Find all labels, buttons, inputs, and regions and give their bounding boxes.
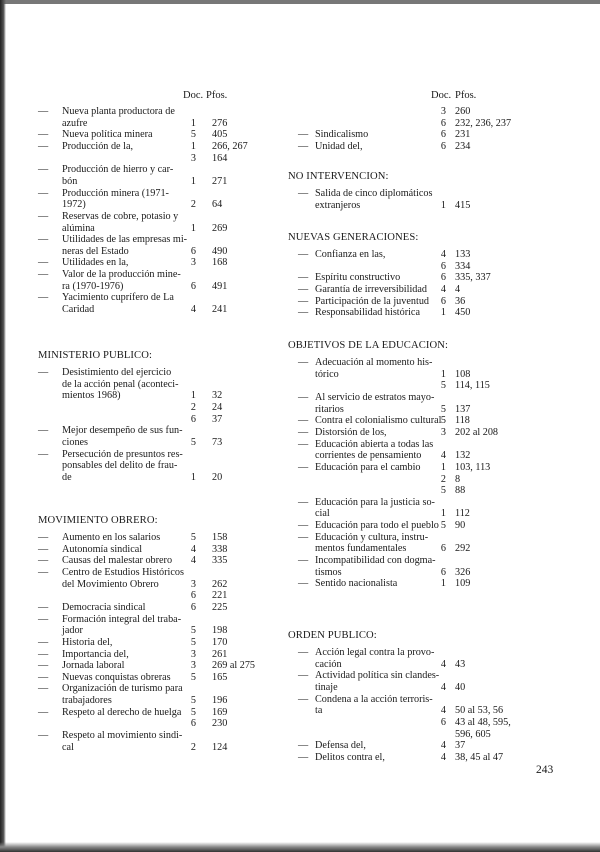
entry-dash: — — [38, 292, 49, 304]
doc-column-header: Doc. — [183, 90, 204, 101]
entry-doc-number: 1 — [440, 199, 446, 211]
entry-text: Espíritu constructivo — [315, 272, 401, 284]
entry-dash: — — [298, 693, 309, 705]
entry-doc-number: 4 — [440, 450, 446, 462]
entry-dash: — — [298, 283, 309, 295]
entry-dash: — — [38, 210, 49, 222]
entry-dash: — — [298, 531, 309, 543]
entry-doc-number: 6 — [190, 245, 196, 257]
entry-text: extranjeros — [315, 199, 361, 211]
entry-paragraphs: 20 — [212, 471, 223, 483]
entry-paragraphs: 36 — [455, 295, 466, 307]
scan-bottom-edge — [0, 842, 600, 852]
entry-text: Adecuación al momento his- — [315, 357, 433, 368]
entry-doc-number: 3 — [190, 257, 196, 269]
entry-dash: — — [38, 660, 49, 672]
entry-text: cación — [315, 658, 342, 670]
entry-paragraphs: 43 — [455, 658, 466, 670]
entry-doc-number: 6 — [190, 590, 196, 602]
entry-text: Producción de hierro y car- — [62, 164, 174, 176]
entry-text: Nueva política minera — [62, 129, 153, 141]
entry-paragraphs: 326 — [455, 566, 471, 578]
entry-doc-number: 5 — [190, 625, 196, 637]
entry-text: Educación abierta a todas las — [315, 438, 434, 450]
entry-dash: — — [298, 391, 309, 403]
section-heading: OBJETIVOS DE LA EDUCACION: — [288, 340, 449, 351]
doc-column-header: Doc. — [431, 90, 452, 101]
entry-doc-number: 3 — [190, 660, 196, 672]
entry-doc-number: 3 — [190, 578, 196, 590]
entry-paragraphs: 491 — [212, 280, 228, 292]
page-number: 243 — [536, 764, 554, 776]
entry-doc-number: 2 — [440, 473, 446, 485]
entry-dash: — — [298, 188, 309, 199]
entry-paragraphs: 450 — [455, 307, 471, 319]
entry-doc-number: 1 — [190, 175, 196, 187]
entry-doc-number: 5 — [190, 695, 196, 707]
scan-left-edge — [0, 0, 6, 852]
entry-paragraphs: 64 — [212, 199, 223, 211]
entry-dash: — — [38, 269, 49, 281]
entry-paragraphs: 276 — [212, 117, 228, 129]
entry-text: Educación para todo el pueblo — [315, 520, 439, 532]
entry-dash: — — [38, 555, 49, 567]
entry-dash: — — [38, 671, 49, 683]
entry-text: jador — [62, 625, 83, 637]
entry-doc-number: 1 — [440, 508, 446, 520]
entry-doc-number: 2 — [190, 199, 196, 211]
entry-text: del Movimiento Obrero — [62, 578, 159, 590]
entry-paragraphs: 231 — [455, 129, 471, 141]
entry-text: Respeto al derecho de huelga — [62, 706, 182, 718]
entry-paragraphs: 271 — [212, 175, 228, 187]
entry-paragraphs: 490 — [212, 245, 228, 257]
entry-dash: — — [38, 683, 49, 695]
entry-paragraphs: 335, 337 — [455, 272, 491, 284]
entry-dash: — — [38, 448, 49, 460]
entry-text: Democracia sindical — [62, 601, 146, 613]
entry-paragraphs: 118 — [455, 415, 470, 427]
entry-text: Mejor desempeño de sus fun- — [62, 425, 183, 437]
pfos-column-header: Pfos. — [455, 90, 477, 101]
entry-text: Garantía de irreversibilidad — [315, 283, 428, 295]
entry-doc-number: 6 — [190, 280, 196, 292]
entry-paragraphs: 202 al 208 — [455, 426, 499, 438]
entry-paragraphs: 269 — [212, 222, 228, 234]
entry-dash: — — [38, 532, 49, 543]
entry-dash: — — [38, 613, 49, 625]
entry-text: de — [62, 471, 72, 483]
entry-text: de la acción penal (aconteci- — [62, 378, 179, 390]
entry-text: Contra el colonialismo cultural — [315, 415, 442, 427]
entry-doc-number: 4 — [440, 283, 446, 295]
entry-text: ponsables del delito de frau- — [62, 460, 178, 472]
entry-text: Autonomía sindical — [62, 543, 143, 555]
entry-doc-number: 6 — [440, 117, 446, 129]
entry-text: Distorsión de los, — [315, 426, 387, 438]
entry-text: Al servicio de estratos mayo- — [315, 391, 435, 403]
section-heading: MINISTERIO PUBLICO: — [38, 350, 153, 361]
entry-paragraphs: 262 — [212, 578, 228, 590]
entry-text: Participación de la juventud — [315, 295, 430, 307]
entry-dash: — — [38, 730, 49, 742]
entry-paragraphs: 108 — [455, 368, 471, 380]
entry-paragraphs: 137 — [455, 403, 471, 415]
entry-doc-number: 5 — [440, 403, 446, 415]
entry-paragraphs: 241 — [212, 304, 228, 316]
entry-doc-number: 6 — [440, 140, 446, 152]
entry-dash: — — [298, 520, 309, 532]
entry-text: Acción legal contra la provo- — [315, 647, 435, 658]
entry-text: Formación integral del traba- — [62, 613, 182, 625]
entry-text: Actividad política sin clandes- — [315, 670, 440, 682]
entry-text: azufre — [62, 117, 88, 129]
entry-doc-number: 4 — [440, 249, 446, 260]
entry-paragraphs: 230 — [212, 718, 228, 730]
entry-paragraphs: 292 — [455, 543, 471, 555]
entry-paragraphs: 112 — [455, 508, 470, 520]
entry-doc-number: 6 — [440, 543, 446, 555]
entry-doc-number: 4 — [440, 658, 446, 670]
entry-paragraphs: 158 — [212, 532, 228, 543]
entry-text: mentos fundamentales — [315, 543, 407, 555]
entry-text: cal — [62, 741, 74, 753]
entry-text: Delitos contra el, — [315, 751, 385, 763]
entry-text: Incompatibilidad con dogma- — [315, 555, 436, 567]
entry-dash: — — [298, 578, 309, 590]
entry-text: Producción minera (1971- — [62, 187, 169, 199]
entry-doc-number: 5 — [440, 520, 446, 532]
entry-doc-number: 5 — [440, 415, 446, 427]
entry-doc-number: 1 — [190, 140, 196, 152]
entry-text: tórico — [315, 368, 339, 380]
entry-doc-number: 1 — [440, 368, 446, 380]
entry-doc-number: 4 — [190, 304, 196, 316]
entry-text: neras del Estado — [62, 245, 129, 257]
entry-text: Educación para la justicia so- — [315, 496, 435, 508]
entry-doc-number: 5 — [190, 671, 196, 683]
entry-doc-number: 1 — [440, 578, 446, 590]
entry-doc-number: 6 — [440, 566, 446, 578]
entry-text: Confianza en las, — [315, 249, 386, 260]
entry-dash: — — [38, 566, 49, 578]
entry-text: Jornada laboral — [62, 660, 125, 672]
entry-dash: — — [38, 234, 49, 246]
entry-paragraphs: 50 al 53, 56 — [455, 705, 504, 717]
entry-paragraphs: 32 — [212, 390, 223, 402]
entry-dash: — — [298, 751, 309, 763]
entry-paragraphs: 4 — [455, 283, 461, 295]
entry-paragraphs: 269 al 275 — [212, 660, 256, 672]
entry-text: Persecución de presuntos res- — [62, 448, 183, 460]
section-heading: ORDEN PUBLICO: — [288, 630, 377, 641]
entry-paragraphs: 335 — [212, 555, 228, 567]
entry-text: Centro de Estudios Históricos — [62, 566, 184, 578]
entry-dash: — — [38, 129, 49, 141]
entry-paragraphs: 8 — [455, 473, 461, 485]
entry-dash: — — [298, 295, 309, 307]
entry-paragraphs: 38, 45 al 47 — [455, 751, 504, 763]
entry-text: ritarios — [315, 403, 344, 415]
entry-doc-number: 6 — [440, 260, 446, 272]
entry-text: ra (1970-1976) — [62, 280, 124, 292]
entry-paragraphs: 338 — [212, 543, 228, 555]
entry-text: ciones — [62, 436, 89, 448]
entry-doc-number: 5 — [190, 436, 196, 448]
entry-paragraphs: 170 — [212, 636, 228, 648]
entry-paragraphs: 198 — [212, 625, 228, 637]
entry-doc-number: 4 — [190, 543, 196, 555]
entry-doc-number: 5 — [190, 636, 196, 648]
entry-paragraphs: 596, 605 — [455, 728, 491, 740]
entry-dash: — — [298, 249, 309, 260]
entry-dash: — — [298, 647, 309, 658]
section-heading: NUEVAS GENERACIONES: — [288, 232, 419, 243]
entry-paragraphs: 90 — [455, 520, 466, 532]
entry-doc-number: 2 — [190, 401, 196, 413]
entry-doc-number: 2 — [190, 741, 196, 753]
entry-text: Desistimiento del ejercicio — [62, 367, 172, 378]
entry-paragraphs: 37 — [212, 413, 223, 425]
entry-dash: — — [38, 636, 49, 648]
entry-paragraphs: 133 — [455, 249, 471, 260]
entry-paragraphs: 109 — [455, 578, 471, 590]
entry-dash: — — [298, 307, 309, 319]
entry-paragraphs: 88 — [455, 485, 466, 497]
entry-text: trabajadores — [62, 695, 112, 707]
entry-doc-number: 4 — [440, 705, 446, 717]
entry-dash: — — [298, 670, 309, 682]
entry-dash: — — [38, 257, 49, 269]
entry-text: Producción de la, — [62, 140, 134, 152]
entry-paragraphs: 221 — [212, 590, 228, 602]
entry-text: Aumento en los salarios — [62, 532, 161, 543]
entry-doc-number: 5 — [190, 706, 196, 718]
entry-doc-number: 1 — [440, 461, 446, 473]
entry-text: Sentido nacionalista — [315, 578, 398, 590]
entry-doc-number: 6 — [440, 295, 446, 307]
entry-dash: — — [298, 129, 309, 141]
entry-paragraphs: 132 — [455, 450, 471, 462]
entry-dash: — — [38, 140, 49, 152]
entry-doc-number: 6 — [190, 413, 196, 425]
pfos-column-header: Pfos. — [206, 90, 228, 101]
entry-doc-number: 6 — [440, 129, 446, 141]
entry-paragraphs: 169 — [212, 706, 228, 718]
entry-doc-number: 6 — [190, 718, 196, 730]
entry-text: Responsabilidad histórica — [315, 307, 420, 319]
entry-dash: — — [298, 740, 309, 752]
entry-text: mientos 1968) — [62, 390, 121, 402]
entry-dash: — — [38, 164, 49, 176]
entry-text: Organización de turismo para — [62, 683, 183, 695]
entry-text: corrientes de pensamiento — [315, 450, 422, 462]
entry-text: Unidad del, — [315, 140, 363, 152]
entry-text: 1972) — [62, 199, 86, 211]
entry-paragraphs: 168 — [212, 257, 228, 269]
entry-text: Valor de la producción mine- — [62, 269, 181, 281]
entry-paragraphs: 225 — [212, 601, 228, 613]
entry-doc-number: 4 — [440, 751, 446, 763]
entry-doc-number: 5 — [190, 532, 196, 543]
entry-doc-number: 4 — [190, 555, 196, 567]
entry-text: Sindicalismo — [315, 129, 369, 141]
entry-dash: — — [298, 272, 309, 284]
entry-text: Defensa del, — [315, 740, 366, 752]
entry-dash: — — [298, 140, 309, 152]
entry-paragraphs: 234 — [455, 140, 471, 152]
entry-dash: — — [38, 706, 49, 718]
entry-paragraphs: 73 — [212, 436, 223, 448]
entry-paragraphs: 261 — [212, 648, 228, 660]
entry-text: Educación para el cambio — [315, 461, 421, 473]
entry-paragraphs: 164 — [212, 152, 228, 164]
entry-dash: — — [298, 357, 309, 368]
entry-doc-number: 6 — [440, 272, 446, 284]
entry-dash: — — [298, 438, 309, 450]
entry-doc-number: 6 — [440, 716, 446, 728]
scan-top-edge — [0, 0, 600, 4]
entry-dash: — — [298, 461, 309, 473]
entry-doc-number: 1 — [190, 222, 196, 234]
entry-text: Utilidades de las empresas mi- — [62, 234, 188, 246]
entry-text: Nuevas conquistas obreras — [62, 671, 171, 683]
entry-text: Condena a la acción terroris- — [315, 693, 433, 705]
entry-paragraphs: 405 — [212, 129, 228, 141]
entry-text: ta — [315, 705, 323, 717]
entry-dash: — — [38, 187, 49, 199]
entry-text: Salida de cinco diplomáticos — [315, 188, 433, 199]
entry-doc-number: 5 — [440, 485, 446, 497]
entry-text: Causas del malestar obrero — [62, 555, 173, 567]
entry-doc-number: 5 — [440, 380, 446, 392]
entry-text: Nueva planta productora de — [62, 106, 175, 117]
entry-dash: — — [38, 106, 49, 117]
entry-text: bón — [62, 175, 78, 187]
entry-text: tismos — [315, 566, 342, 578]
entry-doc-number: 3 — [190, 152, 196, 164]
entry-paragraphs: 232, 236, 237 — [455, 117, 512, 129]
entry-text: tinaje — [315, 681, 338, 693]
entry-paragraphs: 165 — [212, 671, 228, 683]
entry-text: Utilidades en la, — [62, 257, 129, 269]
entry-doc-number: 3 — [190, 648, 196, 660]
entry-text: cial — [315, 508, 330, 520]
entry-dash: — — [298, 555, 309, 567]
entry-paragraphs: 103, 113 — [455, 461, 491, 473]
entry-doc-number: 4 — [440, 740, 446, 752]
entry-text: Respeto al movimiento sindi- — [62, 730, 183, 742]
entry-doc-number: 1 — [440, 307, 446, 319]
entry-doc-number: 1 — [190, 390, 196, 402]
entry-paragraphs: 266, 267 — [212, 140, 248, 152]
entry-doc-number: 6 — [190, 601, 196, 613]
entry-paragraphs: 415 — [455, 199, 471, 211]
entry-text: Importancia del, — [62, 648, 129, 660]
entry-paragraphs: 260 — [455, 106, 471, 117]
entry-paragraphs: 37 — [455, 740, 466, 752]
entry-text: alúmina — [62, 222, 95, 234]
entry-paragraphs: 40 — [455, 681, 466, 693]
entry-paragraphs: 196 — [212, 695, 228, 707]
entry-doc-number: 3 — [440, 106, 446, 117]
entry-dash: — — [38, 425, 49, 437]
entry-text: Educación y cultura, instru- — [315, 531, 429, 543]
entry-doc-number: 1 — [190, 117, 196, 129]
entry-doc-number: 4 — [440, 681, 446, 693]
entry-dash: — — [298, 415, 309, 427]
entry-dash: — — [38, 601, 49, 613]
section-heading: NO INTERVENCION: — [288, 171, 389, 182]
entry-doc-number: 3 — [440, 426, 446, 438]
entry-paragraphs: 24 — [212, 401, 223, 413]
entry-dash: — — [298, 426, 309, 438]
section-heading: MOVIMIENTO OBRERO: — [38, 515, 158, 526]
entry-paragraphs: 114, 115 — [455, 380, 490, 392]
entry-paragraphs: 43 al 48, 595, — [455, 716, 511, 728]
entry-text: Caridad — [62, 304, 95, 316]
entry-text: Yacimiento cuprífero de La — [62, 292, 174, 304]
entry-text: Historia del, — [62, 636, 113, 648]
entry-dash: — — [38, 367, 49, 378]
entry-paragraphs: 124 — [212, 741, 228, 753]
entry-doc-number: 1 — [190, 471, 196, 483]
entry-dash: — — [38, 648, 49, 660]
entry-paragraphs: 334 — [455, 260, 471, 272]
entry-doc-number: 5 — [190, 129, 196, 141]
entry-dash: — — [38, 543, 49, 555]
entry-dash: — — [298, 496, 309, 508]
entry-text: Reservas de cobre, potasio y — [62, 210, 179, 222]
